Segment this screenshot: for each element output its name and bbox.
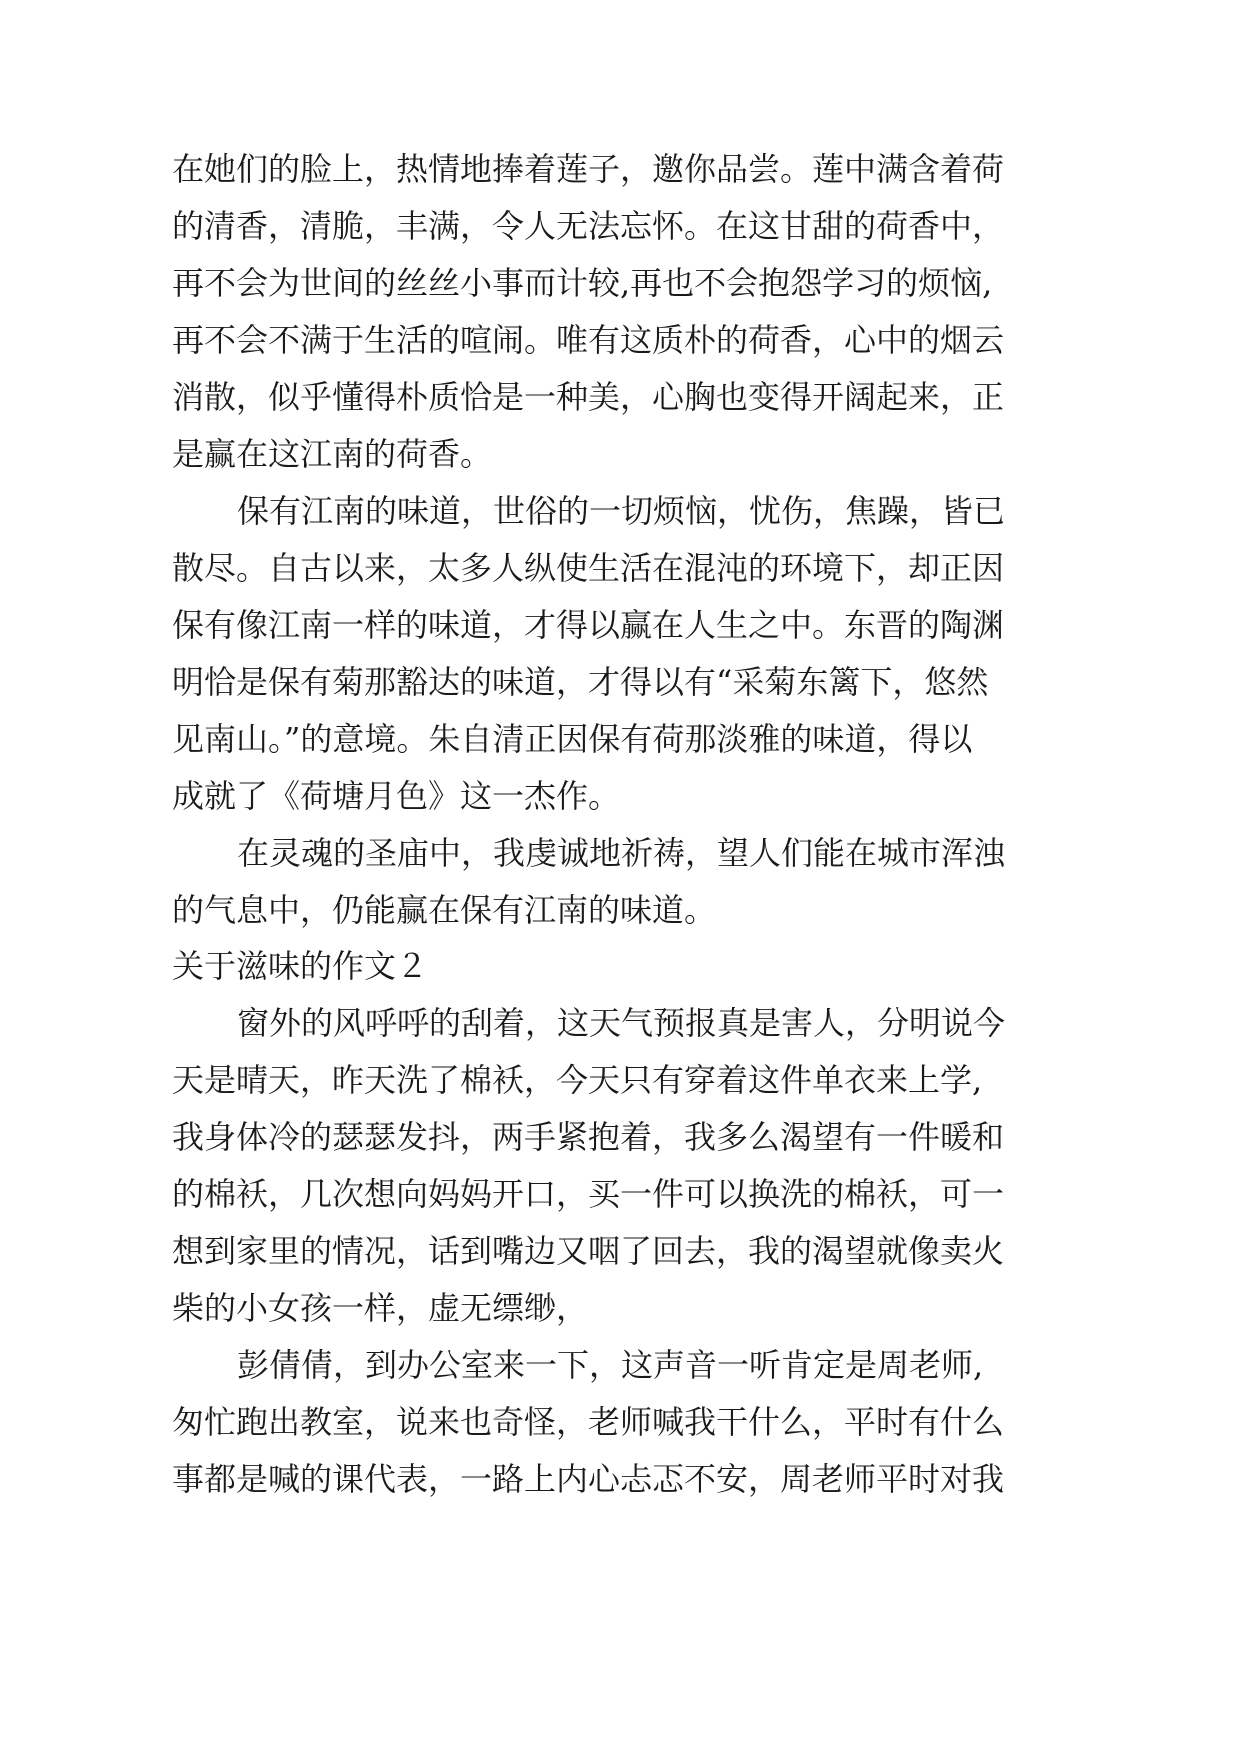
section-heading: 关于滋味的作文２ (172, 947, 429, 985)
text-line: 成就了《荷塘月色》这一杰作。 (172, 777, 621, 815)
text-line: 在她们的脸上，热情地捧着莲子，邀你品尝。莲中满含着荷 (172, 150, 1005, 188)
paragraph-start-line: 彭倩倩，到办公室来一下，这声音一听肯定是周老师, (237, 1346, 984, 1384)
text-line: 是赢在这江南的荷香。 (172, 435, 493, 473)
paragraph-start-line: 窗外的风呼呼的刮着，这天气预报真是害人，分明说今 (237, 1004, 1006, 1042)
text-line: 的清香，清脆，丰满，令人无法忘怀。在这甘甜的荷香中， (172, 207, 1005, 245)
text-line: 保有像江南一样的味道，才得以赢在人生之中。东晋的陶渊 (172, 606, 1005, 644)
paragraph-start-line: 在灵魂的圣庙中，我虔诚地祈祷，望人们能在城市浑浊 (237, 834, 1006, 872)
text-line: 我身体冷的瑟瑟发抖，两手紧抱着，我多么渴望有一件暖和 (172, 1118, 1005, 1156)
text-line: 再不会为世间的丝丝小事而计较,再也不会抱怨学习的烦恼, (172, 264, 993, 302)
text-line: 匆忙跑出教室，说来也奇怪，老师喊我干什么，平时有什么 (172, 1403, 1005, 1441)
text-line: 消散，似乎懂得朴质恰是一种美，心胸也变得开阔起来，正 (172, 378, 1005, 416)
text-line: 事都是喊的课代表，一路上内心忐忑不安，周老师平时对我 (172, 1460, 1005, 1498)
text-line: 柴的小女孩一样，虚无缥缈， (172, 1289, 589, 1327)
text-line: 再不会不满于生活的喧闹。唯有这质朴的荷香，心中的烟云 (172, 321, 1005, 359)
text-line: 想到家里的情况，话到嘴边又咽了回去，我的渴望就像卖火 (172, 1232, 1005, 1270)
paragraph-start-line: 保有江南的味道，世俗的一切烦恼，忧伤，焦躁，皆已 (237, 492, 1006, 530)
text-line: 天是晴天，昨天洗了棉袄，今天只有穿着这件单衣来上学, (172, 1061, 983, 1099)
text-line: 散尽。自古以来，太多人纵使生活在混沌的环境下，却正因 (172, 549, 1005, 587)
text-line: 见南山。”的意境。朱自清正因保有荷那淡雅的味道，得以 (172, 720, 973, 758)
text-line: 的棉袄，几次想向妈妈开口，买一件可以换洗的棉袄，可一 (172, 1175, 1005, 1213)
text-line: 明恰是保有菊那豁达的味道，才得以有“采菊东篱下，悠然 (172, 663, 989, 701)
text-line: 的气息中，仍能赢在保有江南的味道。 (172, 891, 717, 929)
